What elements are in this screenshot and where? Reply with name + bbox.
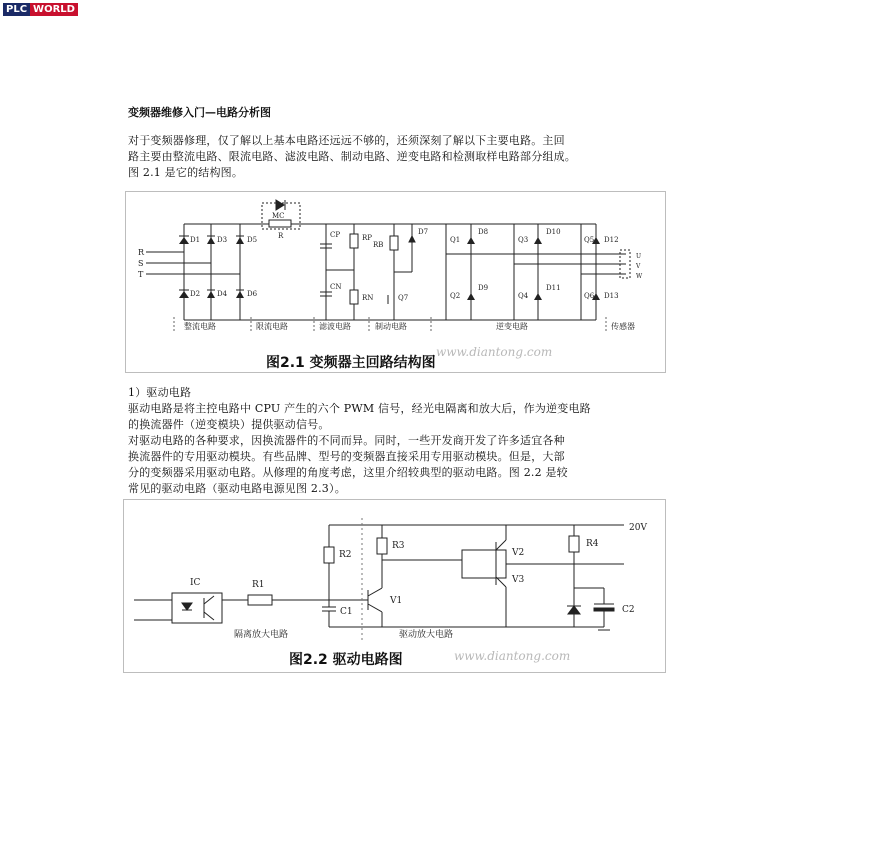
section-label-inverter: 逆变电路 — [496, 322, 528, 331]
label-r3: R3 — [392, 541, 405, 551]
output-label-w: W — [636, 273, 643, 280]
figure-drive-circuit — [123, 499, 666, 673]
label-q4: Q4 — [518, 292, 529, 300]
label-rp: RP — [362, 234, 372, 242]
supply-label: 20V — [629, 523, 647, 533]
label-d1: D1 — [190, 236, 201, 244]
section-label-limiting: 限流电路 — [256, 322, 288, 331]
label-d11: D11 — [546, 284, 561, 292]
label-r: R — [278, 232, 284, 240]
label-q5: Q5 — [584, 236, 595, 244]
figure-caption: 图2.1 变频器主回路结构图 — [266, 355, 436, 371]
label-q1: Q1 — [450, 236, 461, 244]
label-d6: D6 — [247, 290, 258, 298]
label-cn: CN — [330, 283, 342, 291]
watermark: www.diantong.com — [454, 649, 571, 663]
input-label-s: S — [138, 259, 144, 268]
label-r2: R2 — [339, 550, 352, 560]
intro-paragraph — [128, 133, 738, 181]
section-label-drive-amplifier: 驱动放大电路 — [399, 630, 454, 640]
drive-paragraph — [128, 385, 738, 497]
section-label-rectifier: 整流电路 — [184, 322, 216, 331]
label-q6: Q6 — [584, 292, 595, 300]
paragraph-line: 驱动电路是将主控电路中 CPU 产生的六个 PWM 信号，经光电隔离和放大后，作为逆变电路 — [128, 402, 591, 415]
section-label-brake: 制动电路 — [375, 322, 407, 331]
label-q2: Q2 — [450, 292, 461, 300]
label-d5: D5 — [247, 236, 258, 244]
label-d8: D8 — [478, 228, 489, 236]
label-ic: IC — [190, 578, 201, 588]
plcworld-logo — [2, 2, 79, 17]
paragraph-line: 对于变频器修理，仅了解以上基本电路还远远不够的，还须深刻了解以下主要电路。主回 — [128, 134, 565, 147]
figure-caption: 图2.2 驱动电路图 — [289, 652, 403, 668]
label-mc: MC — [272, 212, 285, 220]
label-d10: D10 — [546, 228, 561, 236]
label-q7: Q7 — [398, 294, 409, 302]
input-label-t: T — [138, 270, 144, 279]
paragraph-line: 路主要由整流电路、限流电路、滤波电路、制动电路、逆变电路和检测取样电路部分组成。 — [128, 150, 576, 163]
figure-main-circuit — [125, 191, 666, 373]
page-title: 变频器维修入门—电路分析图 — [128, 106, 271, 119]
label-q3: Q3 — [518, 236, 529, 244]
label-rn: RN — [362, 294, 374, 302]
label-v1: V1 — [390, 596, 403, 606]
label-v2: V2 — [512, 548, 525, 558]
section-label-isolation: 隔离放大电路 — [234, 630, 289, 640]
paragraph-line: 分的变频器采用驱动电路。从修理的角度考虑，这里介绍较典型的驱动电路。图 2.2 是较 — [128, 466, 568, 479]
paragraph-line: 对驱动电路的各种要求，因换流器件的不同而异。同时，一些开发商开发了许多适宜各种 — [128, 434, 565, 447]
logo-part-world: WORLD — [30, 3, 78, 16]
label-d2: D2 — [190, 290, 201, 298]
output-label-u: U — [636, 253, 642, 260]
section-label-filter: 滤波电路 — [319, 322, 351, 331]
label-c2: C2 — [622, 605, 635, 615]
label-r1: R1 — [252, 580, 265, 590]
label-d4: D4 — [217, 290, 228, 298]
paragraph-line: 换流器件的专用驱动模块。有些品牌、型号的变频器直接采用专用驱动模块。但是，大部 — [128, 450, 565, 463]
label-d3: D3 — [217, 236, 228, 244]
paragraph-line: 1）驱动电路 — [128, 386, 192, 399]
label-cp: CP — [330, 231, 341, 239]
label-r4: R4 — [586, 539, 599, 549]
watermark: www.diantong.com — [436, 345, 553, 359]
label-d13: D13 — [604, 292, 619, 300]
label-v3: V3 — [512, 575, 525, 585]
paragraph-line: 图 2.1 是它的结构图。 — [128, 166, 244, 179]
label-d7: D7 — [418, 228, 429, 236]
input-label-r: R — [138, 248, 145, 257]
label-d9: D9 — [478, 284, 489, 292]
paragraph-line: 的换流器件（逆变模块）提供驱动信号。 — [128, 418, 330, 431]
section-label-sensor: 传感器 — [611, 322, 635, 331]
label-d12: D12 — [604, 236, 619, 244]
logo-part-plc: PLC — [3, 3, 30, 16]
label-c1: C1 — [340, 607, 353, 617]
label-rb: RB — [373, 241, 384, 249]
paragraph-line: 常见的驱动电路（驱动电路电源见图 2.3）。 — [128, 482, 346, 495]
output-label-v: V — [636, 263, 641, 270]
